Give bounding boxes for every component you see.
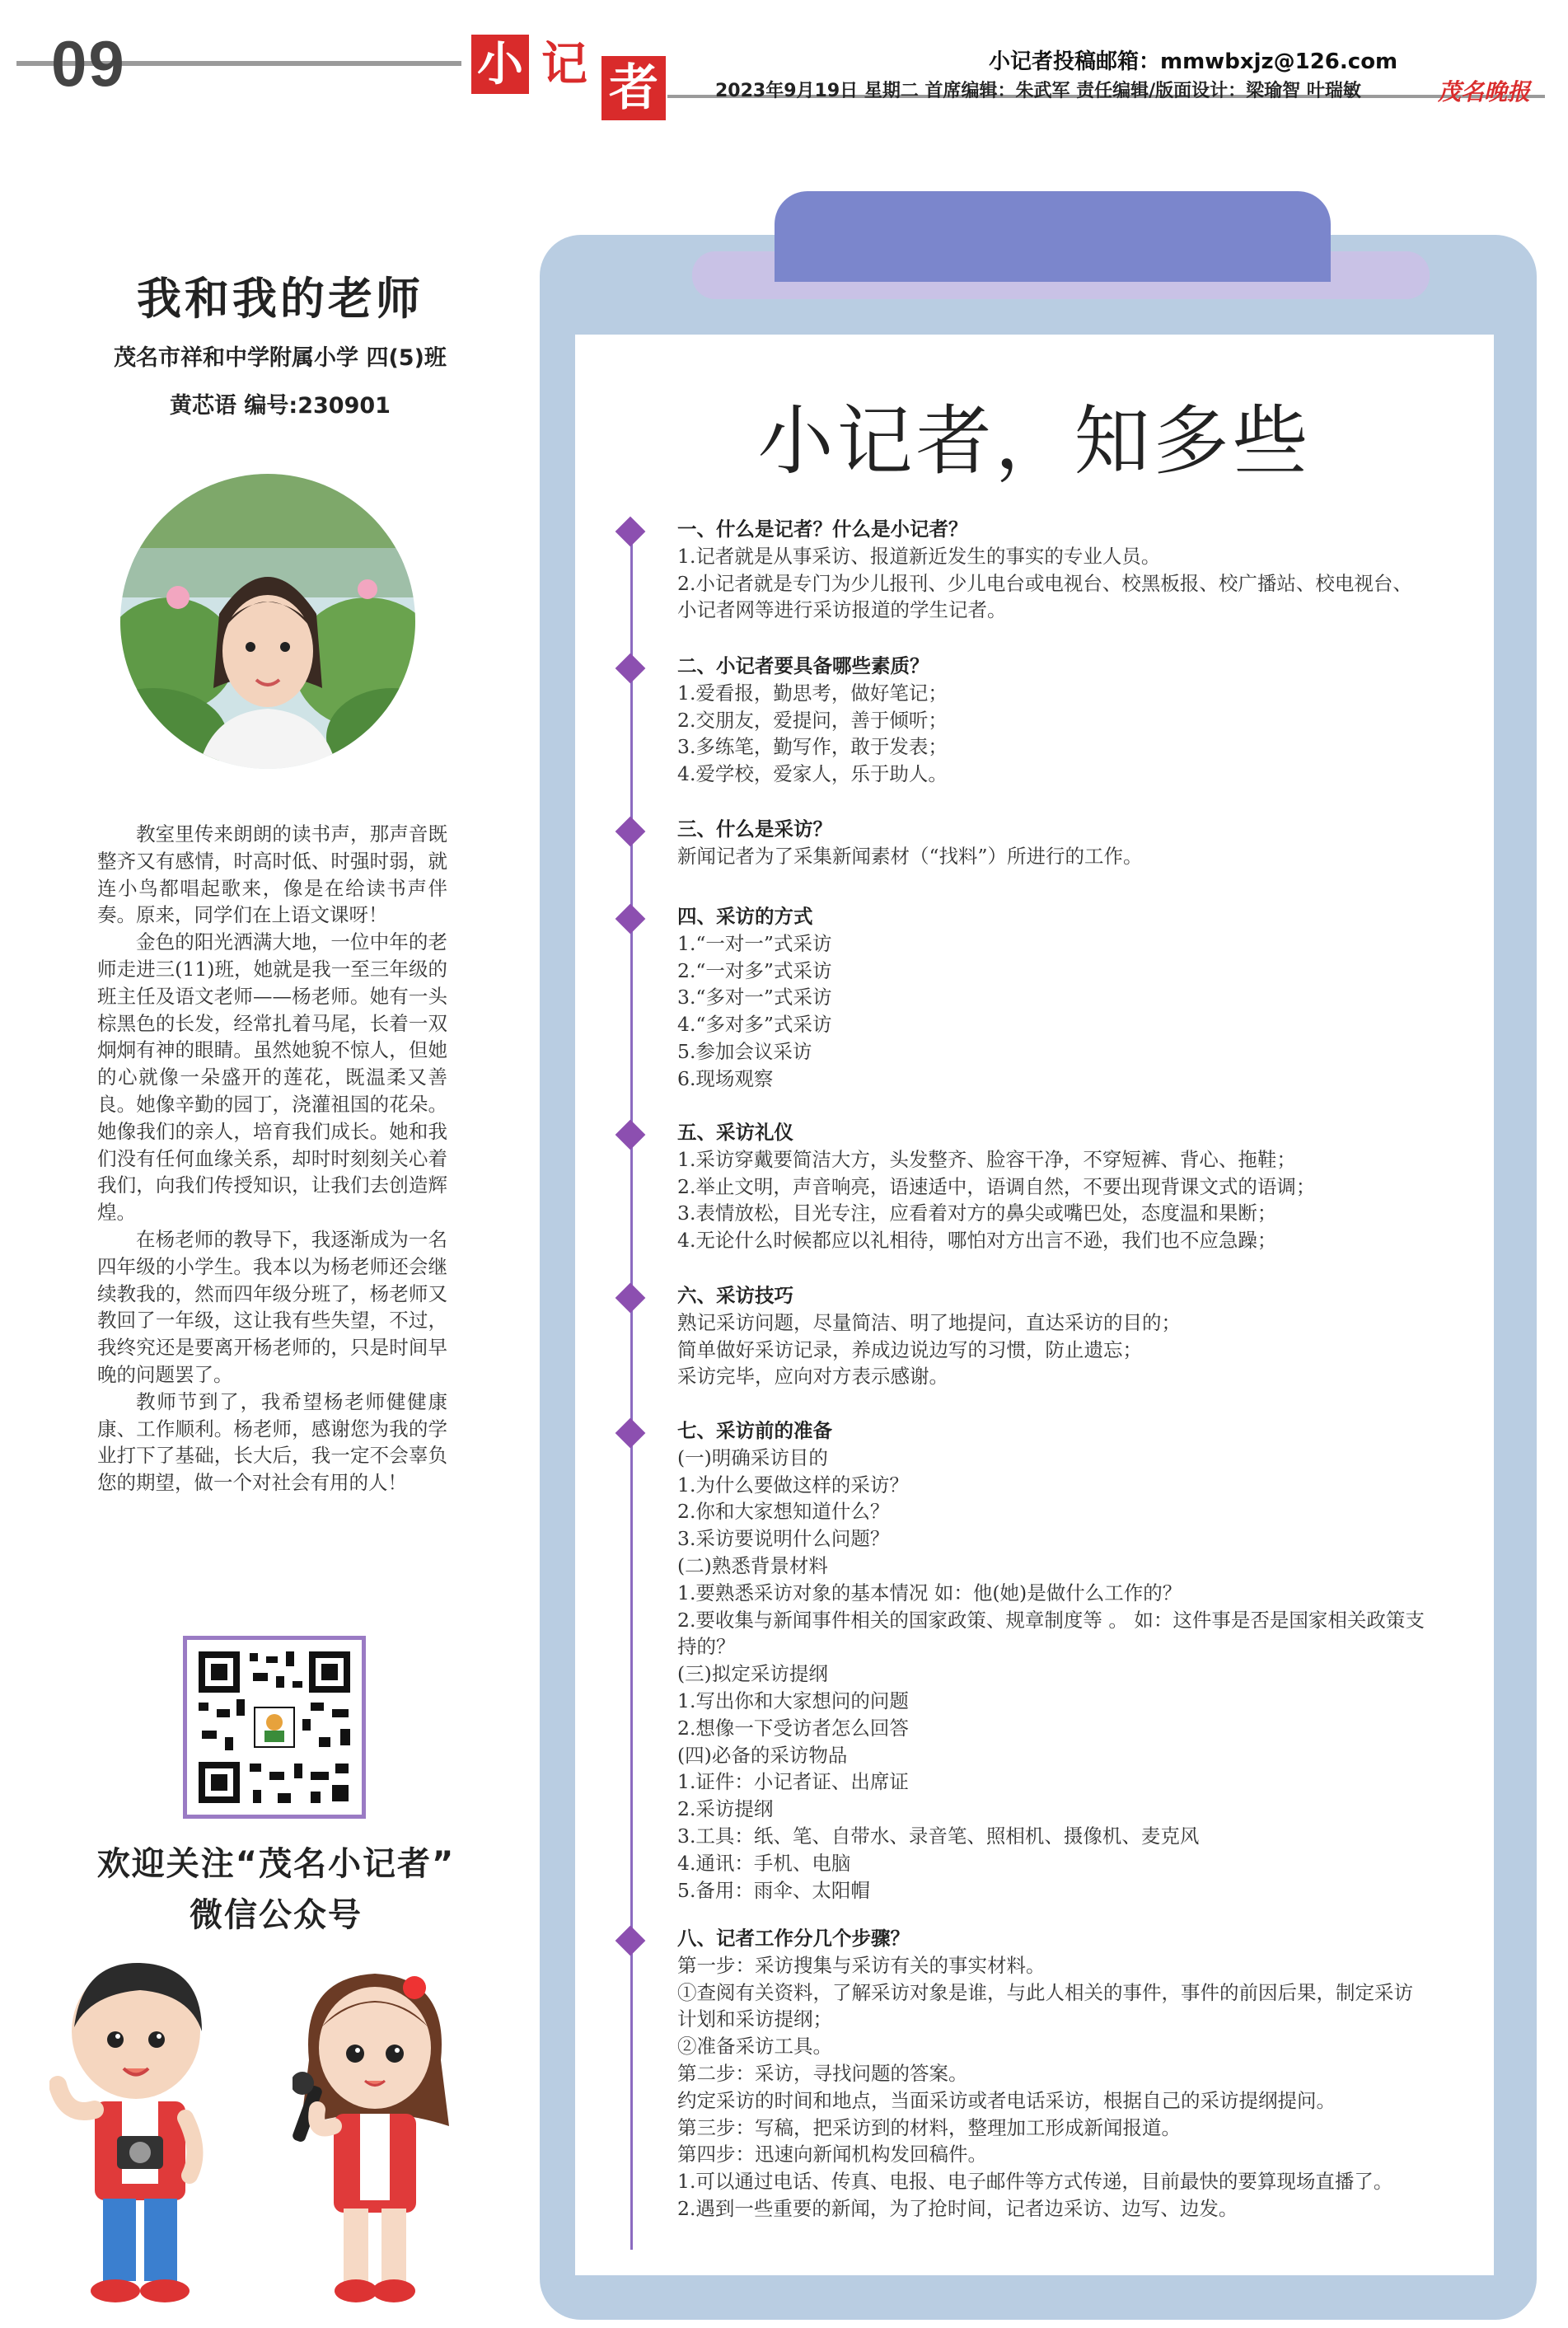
section-timeline (630, 527, 633, 2250)
section-line: 熟记采访问题，尽量简洁、明了地提问，直达采访的目的； (677, 1310, 1181, 1334)
wechat-qr-code[interactable] (183, 1636, 366, 1819)
section-1 (677, 516, 1427, 624)
section-logo-char-3: 者 (601, 56, 666, 120)
essay-paragraph: 在杨老师的教导下，我逐渐成为一名四年级的小学生。我本以为杨老师还会继续教我的，然而四年级分班了，杨老师又教回了一年级，这让我有些失望，不过，我终究还是要离开杨老师的，只是时间早晚的问题罢了。 (97, 1227, 447, 1386)
author-name: 黄芯语 编号:230901 (170, 393, 391, 419)
section-7 (677, 1417, 1427, 1904)
section-line: 1.要熟悉采访对象的基本情况 如：他(她)是做什么工作的？ (677, 1581, 1182, 1604)
section-logo-char-2: 记 (536, 35, 593, 94)
section-line: 2.想像一下受访者怎么回答 (677, 1716, 909, 1740)
section-8 (677, 1925, 1427, 2223)
section-heading: 三、什么是采访？ (677, 817, 832, 841)
section-3 (677, 816, 1427, 870)
info-panel-title: 小记者，知多些 (757, 397, 1312, 485)
section-line: 2.“一对多”式采访 (677, 958, 832, 982)
section-line: 采访完毕，应向对方表示感谢。 (677, 1365, 948, 1389)
section-line: 1.证件：小记者证、出席证 (677, 1770, 909, 1794)
follow-prompt-line-2: 微信公众号 (190, 1896, 363, 1934)
section-line: 2.举止文明，声音响亮，语速适中，语调自然，不要出现背课文式的语调； (677, 1174, 1316, 1198)
section-line: 3.采访要说明什么问题？ (677, 1527, 890, 1551)
section-line: 约定采访的时间和地点，当面采访或者电话采访，根据自己的采访提纲提问。 (677, 2088, 1336, 2112)
section-line: 第二步：采访，寻找问题的答案。 (677, 2061, 968, 2085)
section-line: 4.爱学校，爱家人，乐于助人。 (677, 762, 948, 786)
section-line: (二)熟悉背景材料 (677, 1553, 828, 1577)
section-line: 简单做好采访记录，养成边说边写的习惯，防止遗忘； (677, 1337, 1142, 1361)
section-line: 第四步：迅速向新闻机构发回稿件。 (677, 2143, 987, 2166)
section-line: 3.“多对一”式采访 (677, 986, 832, 1009)
section-line: 4.无论什么时候都应以礼相待，哪怕对方出言不逊，我们也不应急躁； (677, 1229, 1277, 1253)
section-line: 1.为什么要做这样的采访？ (677, 1473, 909, 1497)
boy-reporter-illustration (49, 1953, 214, 2316)
section-line: 5.备用：雨伞、太阳帽 (677, 1878, 870, 1902)
dateline: 2023年9月19日 星期二 首席编辑：朱武军 责任编辑/版面设计：梁瑜智 叶瑞敏 (715, 81, 1361, 101)
section-line: 2.你和大家想知道什么？ (677, 1500, 890, 1524)
section-line: 2.遇到一些重要的新闻，为了抢时间，记者边采访、边写、边发。 (677, 2196, 1238, 2220)
section-heading: 一、什么是记者？什么是小记者？ (677, 518, 968, 541)
section-heading: 六、采访技巧 (677, 1284, 793, 1307)
section-line: 2.要收集与新闻事件相关的国家政策、规章制度等 。 如：这件事是否是国家相关政策支持的？ (677, 1608, 1425, 1659)
section-line: 1.“一对一”式采访 (677, 931, 832, 955)
section-heading: 八、记者工作分几个步骤？ (677, 1927, 910, 1950)
section-line: 1.爱看报，勤思考，做好笔记； (677, 681, 948, 705)
newspaper-brand: 茂名晚报 (1438, 78, 1531, 105)
panel-tab (775, 191, 1331, 282)
girl-reporter-illustration (293, 1961, 457, 2316)
section-line: 第三步：写稿，把采访到的材料，整理加工形成新闻报道。 (677, 2115, 1181, 2139)
section-line: (一)明确采访目的 (677, 1445, 828, 1469)
section-2 (677, 653, 1427, 788)
section-line: (三)拟定采访提纲 (677, 1662, 828, 1686)
section-6 (677, 1282, 1427, 1390)
follow-prompt-line-1: 欢迎关注“茂名小记者” (96, 1845, 456, 1883)
essay-paragraph: 金色的阳光洒满大地，一位中年的老师走进三(11)班，她就是我一至三年级的班主任及语文老师——杨老师。她有一头棕黑色的长发，经常扎着马尾，长着一双炯炯有神的眼睛。虽然她貌不惊人，但她的心就像一朵盛开的莲花，既温柔又善良。她像辛勤的园丁，浇灌祖国的花朵。她像我们的亲人，培育我们成长。她和我们没有任何血缘关系，却时时刻刻关心着我们，向我们传授知识，让我们去创造辉煌。 (97, 930, 447, 1225)
section-line: 3.工具：纸、笔、自带水、录音笔、照相机、摄像机、麦克风 (677, 1824, 1200, 1848)
section-line: 新闻记者为了采集新闻素材（“找料”）所进行的工作。 (677, 844, 1143, 868)
section-line: 3.表情放松，目光专注，应看着对方的鼻尖或嘴巴处，态度温和果断； (677, 1201, 1277, 1225)
page-number: 09 (51, 27, 126, 100)
essay-paragraph: 教室里传来朗朗的读书声，那声音既整齐又有感情，时高时低、时强时弱，就连小鸟都唱起歌来，像是在给读书声伴奏。原来，同学们在上语文课呀！ (97, 822, 447, 927)
section-line: 1.写出你和大家想问的问题 (677, 1689, 909, 1712)
section-line: 4.“多对多”式采访 (677, 1013, 832, 1037)
section-line: ②准备采访工具。 (677, 2035, 832, 2059)
section-logo-char-1: 小 (471, 35, 529, 94)
contribution-email: 小记者投稿邮箱：mmwbxjz@126.com (989, 49, 1398, 74)
section-heading: 二、小记者要具备哪些素质？ (677, 654, 929, 677)
section-line: 1.采访穿戴要简洁大方，头发整齐、脸容干净，不穿短裤、背心、拖鞋； (677, 1147, 1296, 1171)
essay-body (97, 821, 447, 1497)
section-line: 2.采访提纲 (677, 1797, 774, 1821)
section-line: 1.记者就是从事采访、报道新近发生的事实的专业人员。 (677, 544, 1161, 568)
essay-paragraph: 教师节到了，我希望杨老师健健康康、工作顺利。杨老师，感谢您为我的学业打下了基础，长大后，我一定不会辜负您的期望，做一个对社会有用的人！ (97, 1389, 447, 1495)
section-line: 第一步：采访搜集与采访有关的事实材料。 (677, 1953, 1046, 1977)
section-line: 1.可以通过电话、传真、电报、电子邮件等方式传递，目前最快的要算现场直播了。 (677, 2170, 1393, 2194)
section-5 (677, 1119, 1427, 1254)
section-line: 3.多练笔，勤写作，敢于发表； (677, 735, 948, 759)
section-heading: 七、采访前的准备 (677, 1419, 832, 1442)
author-photo (120, 474, 415, 769)
section-line: 2.小记者就是专门为少儿报刊、少儿电台或电视台、校黑板报、校广播站、校电视台、小记者网等进行采访报道的学生记者。 (677, 571, 1412, 622)
section-line: ①查阅有关资料，了解采访对象是谁，与此人相关的事件，事件的前因后果，制定采访计划和采访提纲； (677, 1980, 1413, 2031)
essay-title: 我和我的老师 (137, 273, 424, 325)
section-heading: 四、采访的方式 (677, 905, 813, 928)
section-line: 2.交朋友，爱提问，善于倾听； (677, 708, 948, 732)
section-heading: 五、采访礼仪 (677, 1121, 793, 1144)
section-4 (677, 903, 1427, 1093)
section-line: 4.通讯：手机、电脑 (677, 1851, 851, 1875)
section-line: 6.现场观察 (677, 1066, 774, 1090)
author-school: 茂名市祥和中学附属小学 四(5)班 (114, 345, 447, 371)
section-line: 5.参加会议采访 (677, 1039, 812, 1063)
section-line: (四)必备的采访物品 (677, 1743, 848, 1767)
